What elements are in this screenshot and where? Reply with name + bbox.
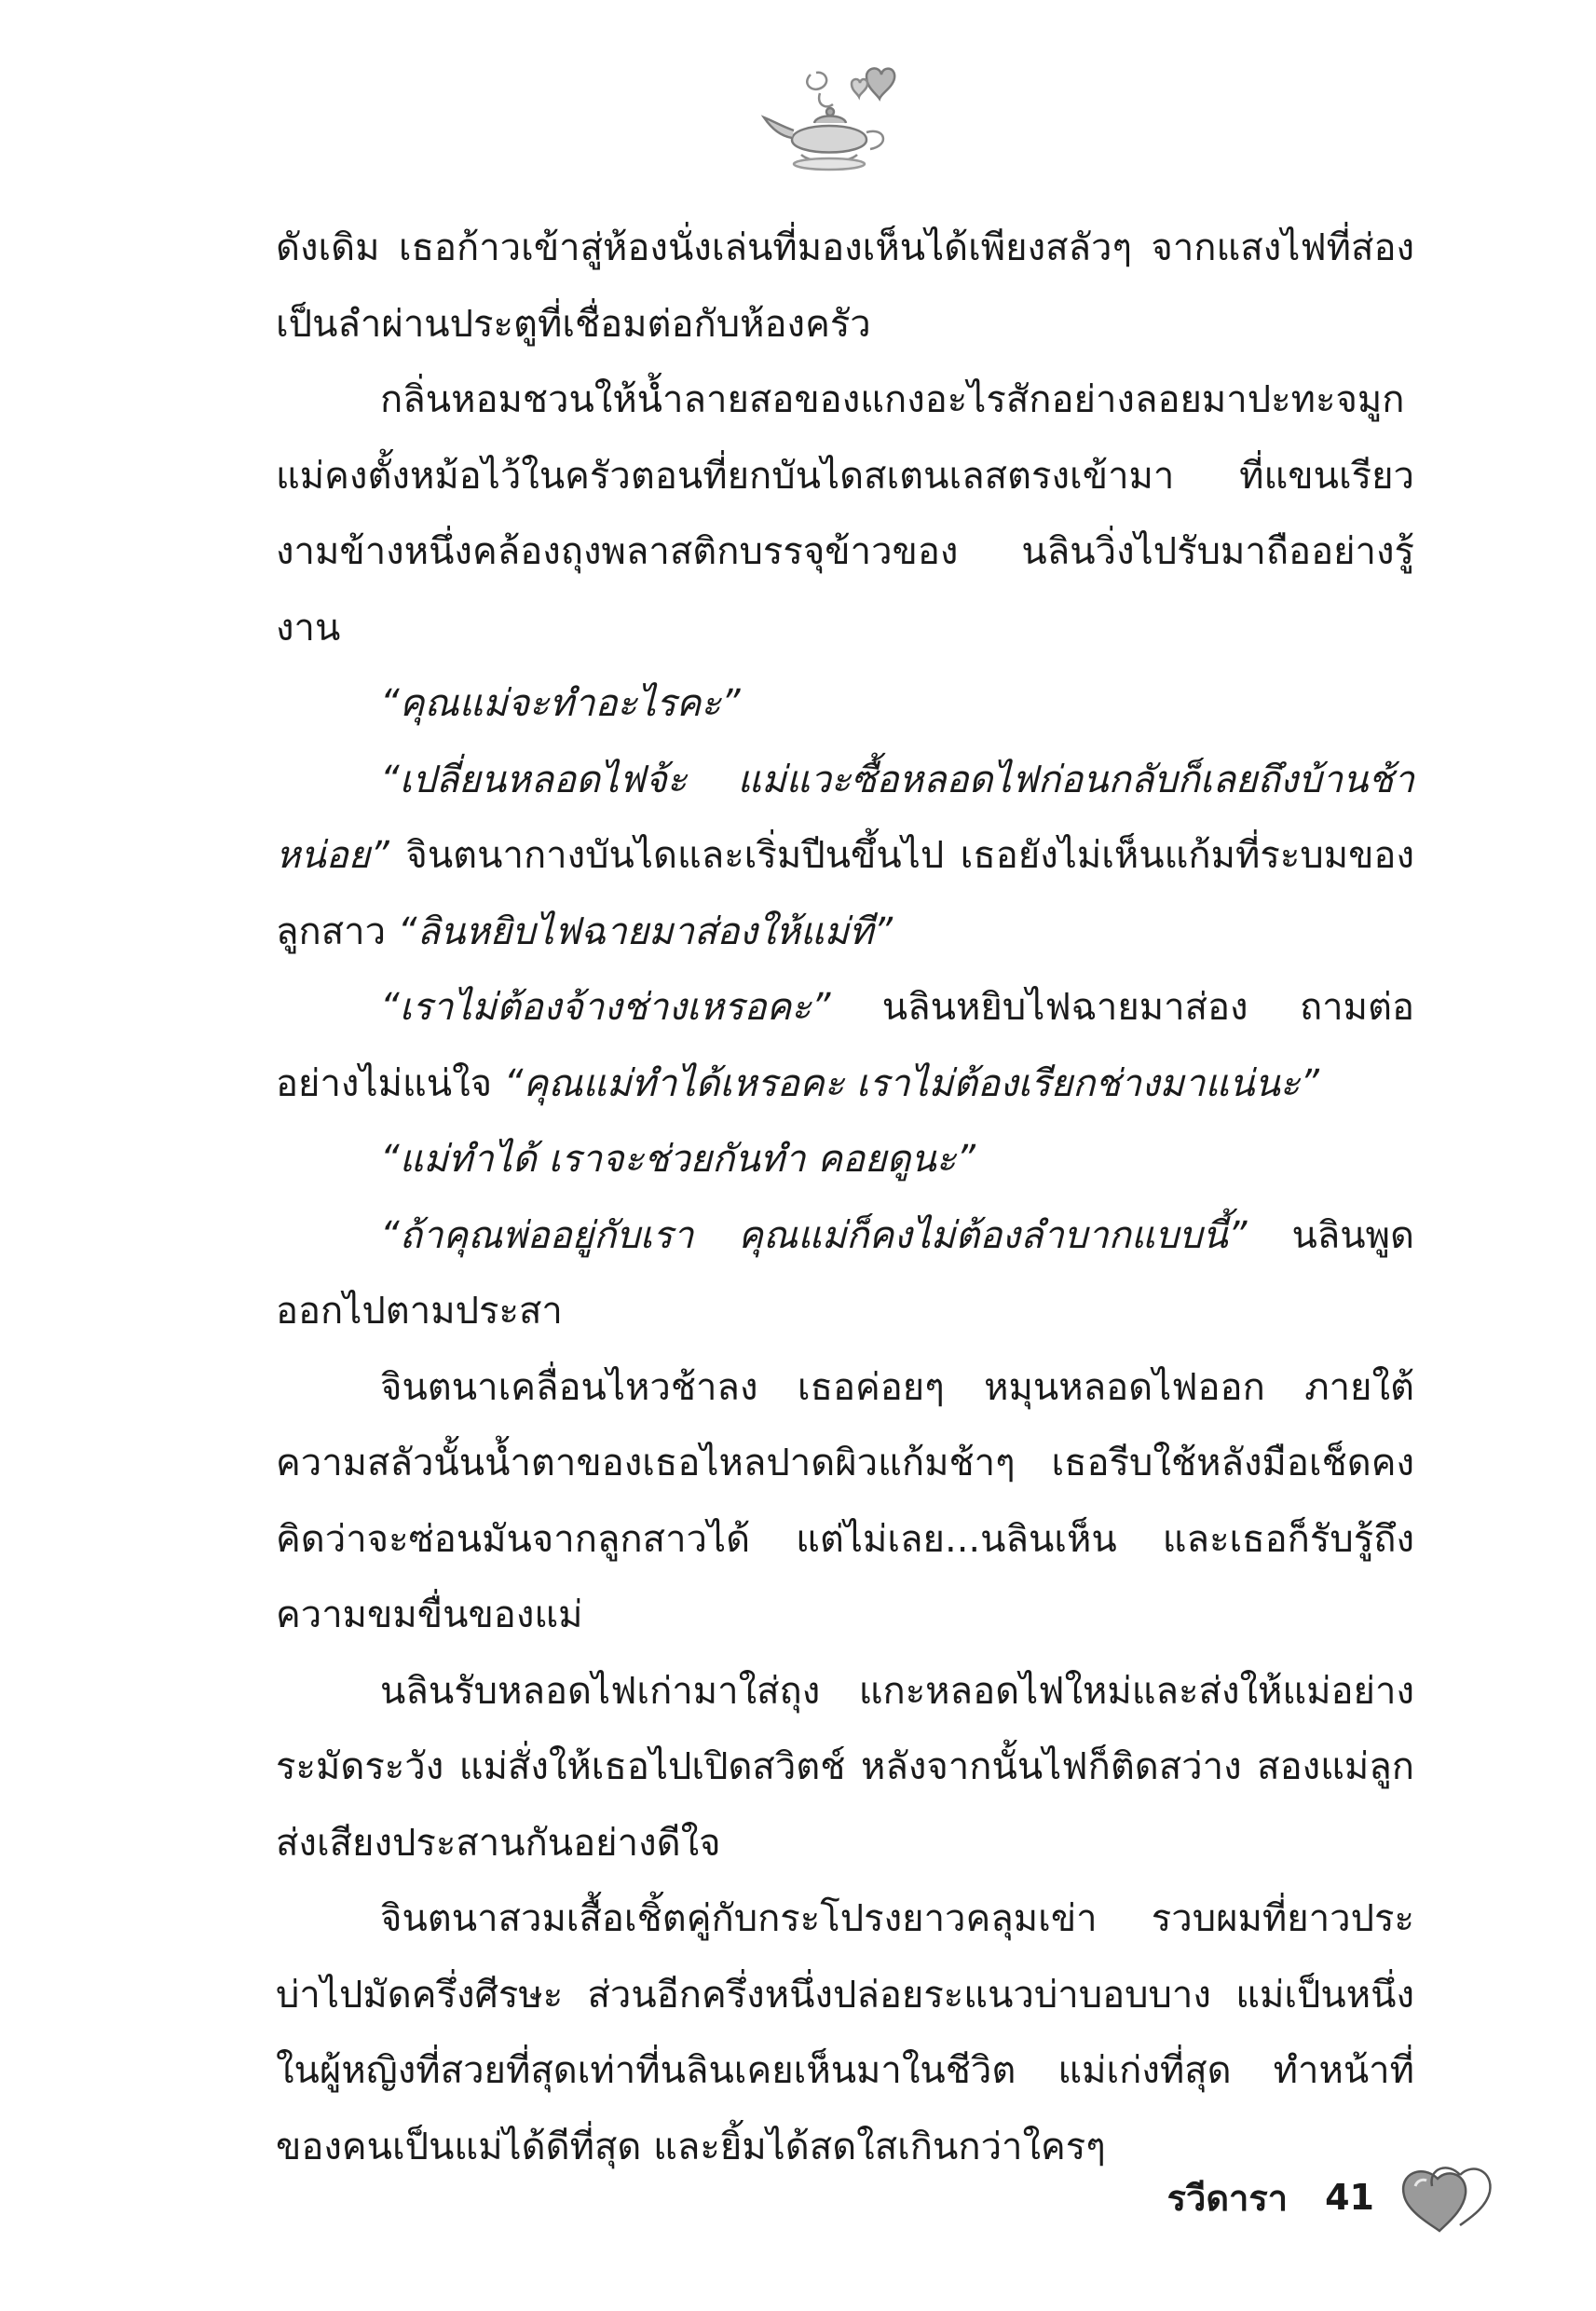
dialogue-text: “ลินหยิบไฟฉายมาส่องให้แม่ที” xyxy=(397,909,893,953)
narration-text: นลินหยิบไฟฉายมาส่อง ถามต่ออย่างไม่แน่ใจ xyxy=(276,986,1414,1105)
dialogue-text: “คุณแม่จะทำอะไรคะ” xyxy=(380,682,741,725)
narration-text: กลิ่นหอมชวนให้น้ำลายสอของแกงอะไรสักอย่างลอยมาปะทะจมูก แม่คงตั้งหม้อไว้ในครัวตอนที่ยกบันไดสเตนเลสตรงเข้ามา ที่แขนเรียวงามข้างหนึ่งคล้องถุงพลาสติกบรรจุข้าวของ นลินวิ่งไปรับมาถืออย่างรู้งาน xyxy=(276,378,1414,650)
paragraph xyxy=(276,666,1414,743)
narration-text: นลินพูดออกไปตามประสา xyxy=(276,1213,1414,1333)
narration-text: นลินรับหลอดไฟเก่ามาใส่ถุง แกะหลอดไฟใหม่และส่งให้แม่อย่างระมัดระวัง แม่สั่งให้เธอไปเปิดสวิตช์ หลังจากนั้นไฟก็ติดสว่าง สองแม่ลูกส่งเสียงประสานกันอย่างดีใจ xyxy=(276,1669,1414,1865)
dialogue-text: “เปลี่ยนหลอดไฟจ้ะ แม่แวะซื้อหลอดไฟก่อนกลับก็เลยถึงบ้านช้าหน่อย” xyxy=(276,758,1414,877)
dialogue-text: “แม่ทำได้ เราจะช่วยกันทำ คอยดูนะ” xyxy=(380,1138,975,1181)
narration-text: จินตนาสวมเสื้อเชิ้ตคู่กับกระโปรงยาวคลุมเข่า รวบผมที่ยาวประบ่าไปมัดครึ่งศีรษะ ส่วนอีกครึ่งหนึ่งปล่อยระแนวบ่าบอบบาง แม่เป็นหนึ่งในผู้หญิงที่สวยที่สุดเท่าที่นลินเคยเห็นมาในชีวิต แม่เก่งที่สุด ทำหน้าที่ของคนเป็นแม่ได้ดีที่สุด และยิ้มได้สดใสเกินกว่าใครๆ xyxy=(276,1897,1414,2168)
paragraph xyxy=(276,1198,1414,1350)
paragraph xyxy=(276,1881,1414,2185)
paragraph xyxy=(276,211,1414,362)
narration-text: จินตนาเคลื่อนไหวช้าลง เธอค่อยๆ หมุนหลอดไฟออก ภายใต้ความสลัวนั้นน้ำตาของเธอไหลปาดผิวแก้มช้าๆ เธอรีบใช้หลังมือเช็ดคงคิดว่าจะซ่อนมันจากลูกสาวได้ แต่ไม่เลย...นลินเห็น และเธอก็รับรู้ถึงความขมขื่นของแม่ xyxy=(276,1365,1414,1636)
page-number: 41 xyxy=(1325,2177,1374,2218)
page-footer xyxy=(1167,2160,1497,2235)
dialogue-text: “คุณแม่ทำได้เหรอคะ เราไม่ต้องเรียกช่างมาแน่นะ” xyxy=(503,1061,1320,1105)
paragraph xyxy=(276,1654,1414,1882)
paragraph xyxy=(276,362,1414,666)
paragraph xyxy=(276,743,1414,971)
narration-text: ดังเดิม เธอก้าวเข้าสู่ห้องนั่งเล่นที่มองเห็นได้เพียงสลัวๆ จากแสงไฟที่ส่องเป็นลำผ่านประตูที่เชื่อมต่อกับห้องครัว xyxy=(276,226,1414,346)
book-title: รวีดารา xyxy=(1166,2177,1289,2219)
dialogue-text: “ถ้าคุณพ่ออยู่กับเรา คุณแม่ก็คงไม่ต้องลำบากแบบนี้” xyxy=(380,1213,1248,1257)
paragraph xyxy=(276,1122,1414,1198)
paragraph xyxy=(276,970,1414,1122)
dialogue-text: “เราไม่ต้องจ้างช่างเหรอคะ” xyxy=(380,986,831,1029)
chapter-body-text xyxy=(276,211,1414,2185)
double-heart-icon xyxy=(1395,2160,1497,2235)
teapot-with-hearts-icon xyxy=(755,56,913,177)
paragraph xyxy=(276,1350,1414,1654)
narration-text: จินตนากางบันไดและเริ่มปีนขึ้นไป เธอยังไม่เห็นแก้มที่ระบมของลูกสาว xyxy=(276,834,1414,953)
